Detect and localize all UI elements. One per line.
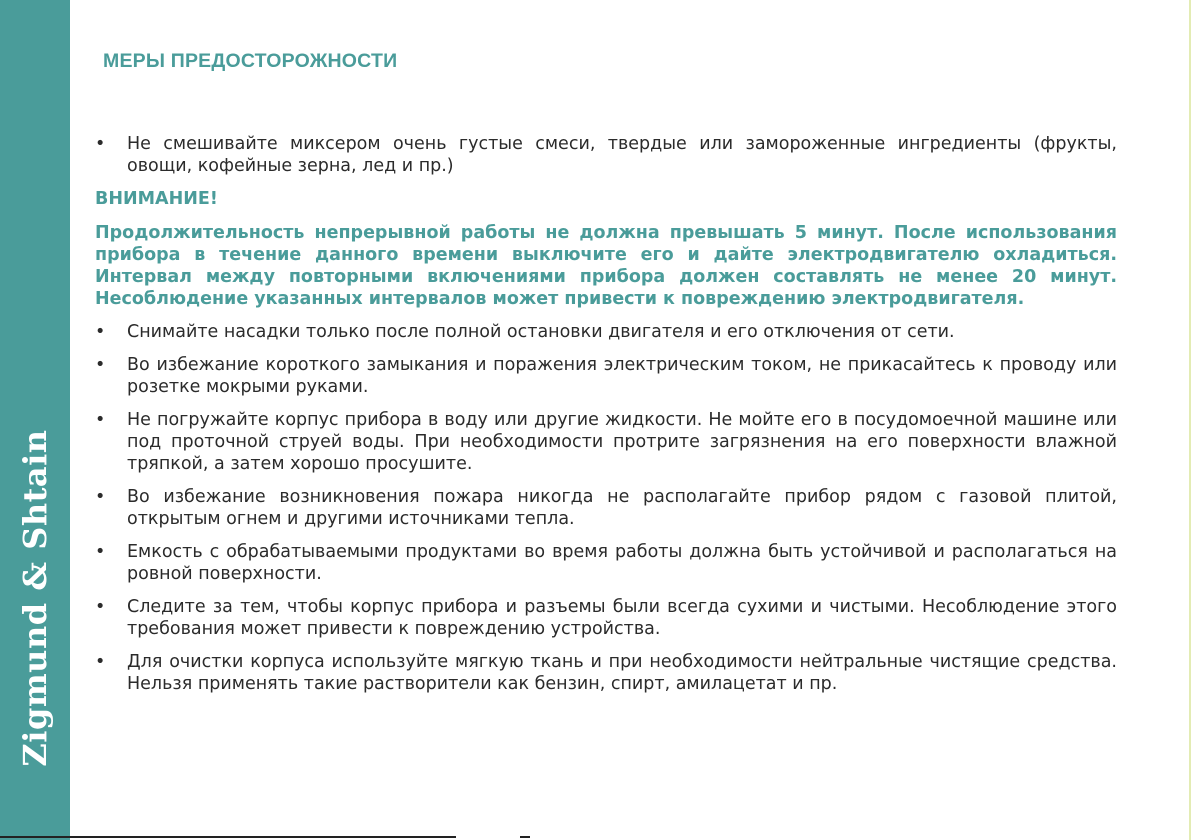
warning-title: ВНИМАНИЕ! — [95, 189, 218, 209]
precautions-content — [95, 133, 1117, 706]
brand-logo: Zigmund & Shtain — [16, 429, 54, 767]
footer-rule — [0, 836, 456, 838]
list-item: • Емкость с обрабатываемыми продуктами во время работы должна быть устойчивой и располагаться на ровной поверхности. — [95, 541, 1117, 585]
brand-sidebar — [0, 0, 70, 840]
list-item: • Не погружайте корпус прибора в воду или другие жидкости. Не мойте его в посудомоечной машине или под проточной струей воды. При необходимости протрите загрязнения на его поверхности влажной тряпкой, а затем хорошо просушите. — [95, 409, 1117, 475]
list-item: • Следите за тем, чтобы корпус прибора и разъемы были всегда сухими и чистыми. Несоблюдение этого требования может привести к повреждению устройства. — [95, 596, 1117, 640]
list-item: • Во избежание возникновения пожара никогда не располагайте прибор рядом с газовой плитой, открытым огнем и другими источниками тепла. — [95, 486, 1117, 530]
page-title: МЕРЫ ПРЕДОСТОРОЖНОСТИ — [103, 50, 398, 72]
list-item: • Для очистки корпуса используйте мягкую ткань и при необходимости нейтральные чистящие средства. Нельзя применять такие растворители как бензин, спирт, амилацетат и пр. — [95, 651, 1117, 695]
footer-mark — [520, 836, 530, 838]
warning-text: Продолжительность непрерывной работы не должна превышать 5 минут. После использования прибора в течение данного времени выключите его и дайте электродвигателю охладиться. Интервал между повторными включениями прибора должен составлять не менее 20 минут. Несоблюдение указанных интервалов может привести к повреждению электродвигателя. — [95, 223, 1117, 309]
list-item: • Во избежание короткого замыкания и поражения электрическим током, не прикасайтесь к проводу или розетке мокрыми руками. — [95, 354, 1117, 398]
list-item: • Снимайте насадки только после полной остановки двигателя и его отключения от сети. — [95, 321, 1117, 343]
list-item: • Не смешивайте миксером очень густые смеси, твердые или замороженные ингредиенты (фрукты, овощи, кофейные зерна, лед и пр.) — [95, 133, 1117, 177]
